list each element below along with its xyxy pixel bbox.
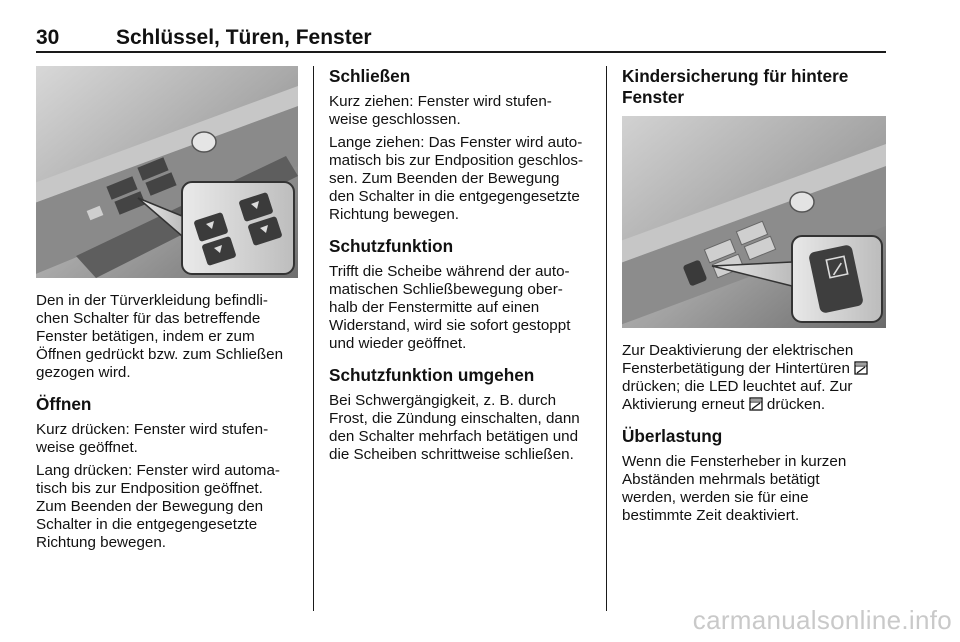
column-2 bbox=[329, 66, 591, 469]
paragraph-short-pull: Kurz ziehen: Fenster wird stufen- weise geschlossen. bbox=[329, 93, 552, 128]
heading-kindersicherung: Kindersicherung für hintere Fenster bbox=[622, 66, 849, 107]
heading-ueberlastung: Überlastung bbox=[622, 426, 723, 446]
paragraph-short-press: Kurz drücken: Fenster wird stufen- weise geöffnet. bbox=[36, 421, 269, 456]
heading-schutzfunktion-umgehen: Schutzfunktion umgehen bbox=[329, 365, 535, 385]
paragraph-child-lock: Zur Deaktivierung der elektrischen Fensterbetätigung der Hintertüren drücken; die LED leuchtet auf. Zur Aktivierung erneut drücken. bbox=[622, 342, 886, 414]
paragraph-long-pull: Lange ziehen: Das Fenster wird auto- matisch bis zur Endposition geschlos- sen. Zum Beenden der Bewegung den Schalter in die entgegengesetzte Richtung bewegen. bbox=[329, 134, 584, 223]
paragraph-long-press: Lang drücken: Fenster wird automa- tisch bis zur Endposition geöffnet. Zum Beenden der Bewegung den Schalter in die entgegengesetzte Richtung bewegen. bbox=[36, 462, 280, 551]
column-3 bbox=[622, 66, 886, 530]
child-lock-window-icon bbox=[854, 361, 868, 375]
paragraph-protection: Trifft die Scheibe während der auto- matischen Schließbewegung ober- halb der Fenstermitte auf einen Widerstand, wird sie sofort gestoppt und wieder geöffnet. bbox=[329, 263, 571, 352]
column-divider-2 bbox=[606, 66, 607, 611]
window-switch-illustration bbox=[36, 66, 298, 278]
page-header bbox=[36, 26, 886, 52]
heading-oeffnen: Öffnen bbox=[36, 394, 92, 414]
paragraph-overload: Wenn die Fensterheber in kurzen Abständen mehrmals betätigt werden, werden sie für eine bestimmte Zeit deaktiviert. bbox=[622, 453, 847, 524]
page-title: Schlüssel, Türen, Fenster bbox=[116, 26, 372, 49]
watermark: carmanualsonline.info bbox=[692, 605, 952, 635]
page-number: 30 bbox=[36, 26, 60, 49]
column-divider-1 bbox=[313, 66, 314, 611]
heading-schliessen: Schließen bbox=[329, 66, 411, 86]
child-lock-window-icon bbox=[749, 397, 763, 411]
intro-paragraph: Den in der Türverkleidung befindli- chen Schalter für das betreffende Fenster betätigen, indem er zum Öffnen gedrückt bzw. zum Schließen gezogen wird. bbox=[36, 292, 284, 381]
paragraph-override: Bei Schwergängigkeit, z. B. durch Frost, die Zündung einschalten, dann den Schalter mehrfach betätigen und die Scheiben schrittweise schließen. bbox=[329, 392, 580, 463]
column-1 bbox=[36, 66, 298, 557]
child-lock-illustration bbox=[622, 116, 886, 328]
header-rule bbox=[36, 51, 886, 53]
heading-schutzfunktion: Schutzfunktion bbox=[329, 236, 454, 256]
